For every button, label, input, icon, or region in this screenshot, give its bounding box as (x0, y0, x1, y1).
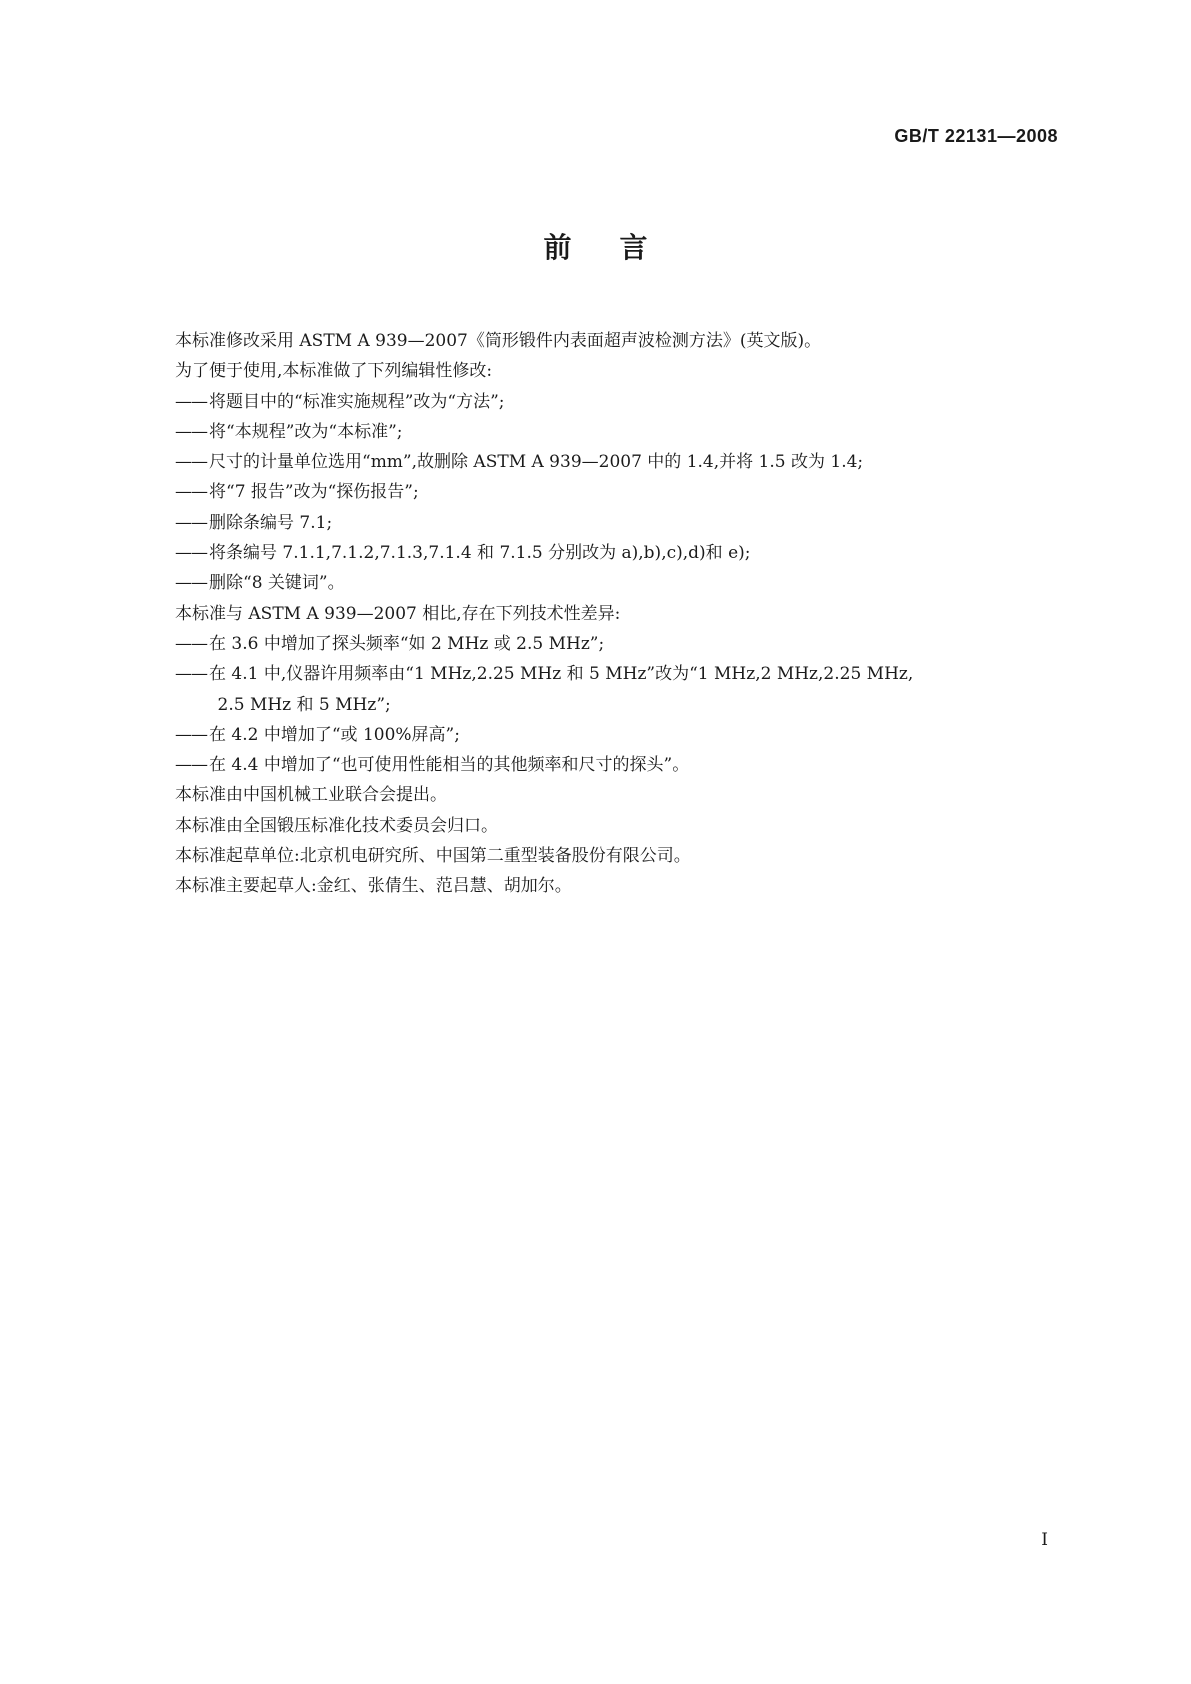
technical-change-text: 在 4.4 中增加了“也可使用性能相当的其他频率和尺寸的探头”。 (209, 755, 690, 776)
editorial-change-item (175, 508, 1075, 538)
dash-marker: —— (175, 664, 207, 685)
dash-marker: —— (175, 573, 207, 594)
page-number: I (1041, 1530, 1048, 1550)
paragraph-administrator: 本标准由全国锻压标准化技术委员会归口。 (175, 815, 498, 836)
technical-change-text: 在 4.2 中增加了“或 100%屏高”; (209, 724, 460, 745)
dash-marker: —— (175, 512, 207, 533)
technical-change-text: 在 3.6 中增加了探头频率“如 2 MHz 或 2.5 MHz”; (209, 633, 605, 654)
editorial-change-item (175, 387, 1075, 417)
page-title: 前言 (543, 231, 696, 264)
editorial-change-item (175, 417, 1075, 447)
dash-marker: —— (175, 452, 207, 473)
foreword-body (175, 326, 1075, 902)
editorial-change-text: 将“本规程”改为“本标准”; (209, 421, 403, 442)
editorial-change-item (175, 447, 1075, 477)
editorial-change-text: 将条编号 7.1.1,7.1.2,7.1.3,7.1.4 和 7.1.5 分别改为 a),b),c),d)和 e); (209, 543, 751, 564)
technical-change-continuation: 2.5 MHz 和 5 MHz”; (217, 694, 391, 715)
editorial-change-text: 将“7 报告”改为“探伤报告”; (209, 482, 419, 503)
technical-change-text: 在 4.1 中,仪器许用频率由“1 MHz,2.25 MHz 和 5 MHz”改为“1 MHz,2 MHz,2.25 MHz, (209, 664, 914, 685)
technical-change-item (175, 720, 1075, 750)
standard-number: GB/T 22131—2008 (894, 126, 1058, 146)
paragraph-drafting-units: 本标准起草单位:北京机电研究所、中国第二重型装备股份有限公司。 (175, 846, 691, 867)
editorial-change-item (175, 538, 1075, 568)
dash-marker: —— (175, 755, 207, 776)
dash-marker: —— (175, 633, 207, 654)
technical-change-item (175, 629, 1075, 659)
editorial-change-text: 尺寸的计量单位选用“mm”,故删除 ASTM A 939—2007 中的 1.4,并将 1.5 改为 1.4; (209, 452, 864, 473)
editorial-change-item (175, 568, 1075, 598)
paragraph-adoption: 本标准修改采用 ASTM A 939—2007《筒形锻件内表面超声波检测方法》(英文版)。 (175, 331, 822, 351)
dash-marker: —— (175, 391, 207, 412)
technical-change-item (175, 659, 1075, 689)
paragraph-editorial-intro: 为了便于使用,本标准做了下列编辑性修改: (175, 361, 493, 382)
paragraph-technical-intro: 本标准与 ASTM A 939—2007 相比,存在下列技术性差异: (175, 603, 621, 624)
paragraph-proposer: 本标准由中国机械工业联合会提出。 (175, 785, 447, 806)
technical-change-item (175, 750, 1075, 780)
editorial-change-text: 将题目中的“标准实施规程”改为“方法”; (209, 391, 505, 412)
dash-marker: —— (175, 482, 207, 503)
dash-marker: —— (175, 421, 207, 442)
paragraph-drafters: 本标准主要起草人:金红、张倩生、范吕慧、胡加尔。 (175, 876, 572, 897)
editorial-change-item (175, 477, 1075, 507)
editorial-change-text: 删除“8 关键词”。 (209, 573, 345, 594)
editorial-change-text: 删除条编号 7.1; (209, 512, 333, 533)
dash-marker: —— (175, 724, 207, 745)
dash-marker: —— (175, 543, 207, 564)
